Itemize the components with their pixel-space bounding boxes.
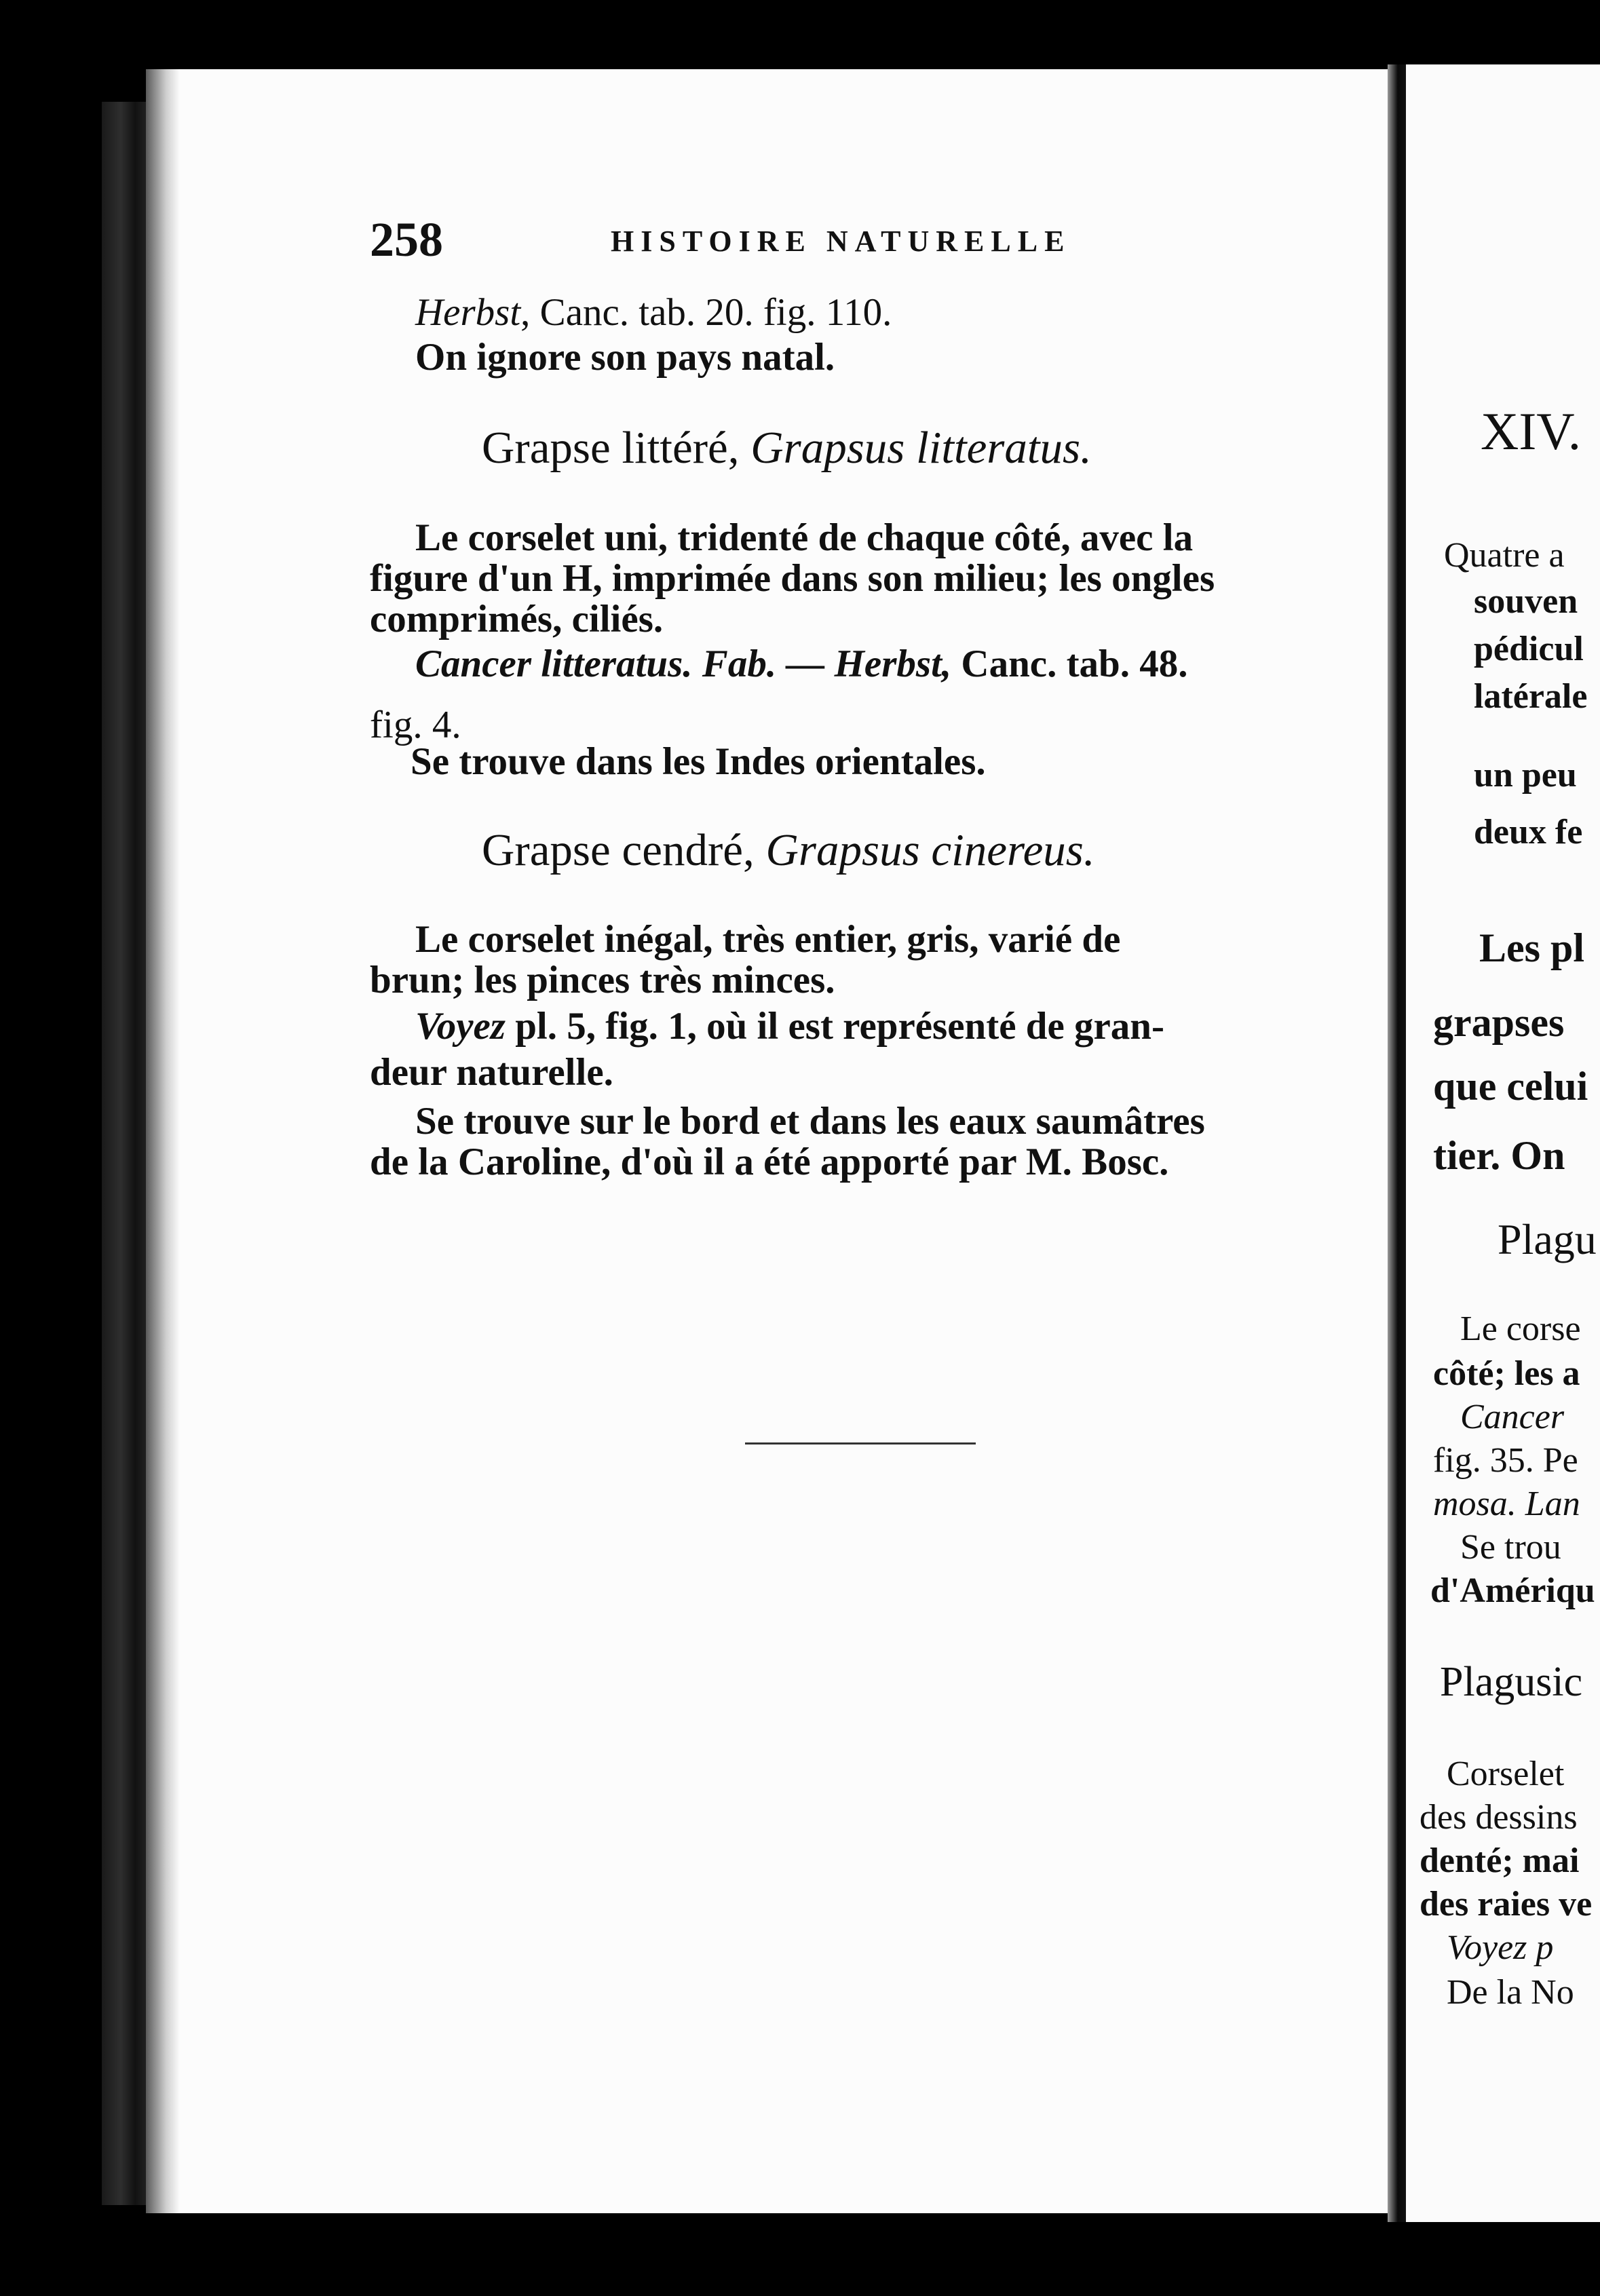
right-line: côté; les a bbox=[1433, 1354, 1580, 1393]
section1-title-fr: Grapse littéré, bbox=[482, 423, 740, 473]
right-line: deux fe bbox=[1474, 813, 1583, 852]
section2-heading bbox=[482, 824, 1095, 877]
section1-ref-italic: Cancer litteratus. Fab. — Herbst, bbox=[415, 643, 952, 685]
right-line: Plagu bbox=[1498, 1215, 1597, 1263]
intro-note: On ignore son pays natal. bbox=[415, 336, 835, 379]
running-head: HISTOIRE NATURELLE bbox=[611, 225, 1071, 258]
section1-desc-line2: figure d'un H, imprimée dans son milieu; les ongles bbox=[370, 557, 1215, 600]
intro-ref-author: Herbst bbox=[415, 291, 521, 334]
right-line: Voyez p bbox=[1447, 1928, 1554, 1967]
left-page-binding-shadow bbox=[146, 69, 180, 2213]
right-line: Plagusic bbox=[1440, 1659, 1583, 1705]
right-line: Les pl bbox=[1479, 925, 1585, 970]
book-spine-shadow bbox=[102, 102, 149, 2205]
section2-voyez-rest: pl. 5, fig. 1, où il est représenté de gran- bbox=[505, 1005, 1164, 1048]
section1-heading bbox=[482, 422, 1092, 474]
right-line: grapses bbox=[1433, 1000, 1565, 1045]
section1-desc-line3: comprimés, ciliés. bbox=[370, 598, 664, 640]
section2-voyez bbox=[415, 1004, 1164, 1049]
right-line: pédicul bbox=[1474, 630, 1584, 668]
section1-reference bbox=[415, 642, 1188, 687]
section1-title-latin: Grapsus litteratus. bbox=[750, 423, 1092, 473]
right-line: latérale bbox=[1474, 677, 1588, 716]
section2-habitat-line2: de la Caroline, d'où il a été apporté par M. Bosc. bbox=[370, 1141, 1169, 1183]
end-rule bbox=[745, 1442, 976, 1444]
chapter-number: XIV. bbox=[1481, 402, 1582, 461]
book-gutter bbox=[1388, 64, 1406, 2222]
right-line: Quatre a bbox=[1444, 536, 1565, 575]
intro-ref-text: , Canc. tab. 20. fig. 110. bbox=[520, 291, 892, 334]
right-line: des dessins bbox=[1420, 1798, 1578, 1837]
section2-voyez-line2: deur naturelle. bbox=[370, 1051, 613, 1094]
right-line: fig. 35. Pe bbox=[1433, 1441, 1578, 1480]
right-line: Corselet bbox=[1447, 1755, 1565, 1793]
right-line: tier. On bbox=[1433, 1133, 1565, 1178]
right-line: denté; mai bbox=[1420, 1841, 1580, 1880]
section2-title-fr: Grapse cendré, bbox=[482, 825, 755, 875]
section2-title-latin: Grapsus cinereus. bbox=[765, 825, 1095, 875]
right-line: mosa. Lan bbox=[1433, 1485, 1580, 1523]
intro-reference bbox=[415, 290, 892, 335]
right-line: De la No bbox=[1447, 1973, 1574, 2012]
right-line: souven bbox=[1474, 582, 1578, 621]
right-line: Se trou bbox=[1460, 1528, 1561, 1567]
section2-habitat-line1: Se trouve sur le bord et dans les eaux saumâtres bbox=[415, 1100, 1205, 1143]
page-number: 258 bbox=[370, 212, 443, 267]
section1-desc-line1: Le corselet uni, tridenté de chaque côté, avec la bbox=[415, 516, 1194, 559]
right-line: Cancer bbox=[1460, 1398, 1565, 1436]
right-line: d'Amériqu bbox=[1430, 1571, 1595, 1610]
right-line: que celui bbox=[1433, 1064, 1588, 1109]
section2-voyez-italic: Voyez bbox=[415, 1005, 506, 1048]
section2-desc-line2: brun; les pinces très minces. bbox=[370, 959, 835, 1001]
right-line: Le corse bbox=[1460, 1309, 1581, 1348]
section1-ref-line2: fig. 4. bbox=[370, 704, 461, 746]
section1-habitat: Se trouve dans les Indes orientales. bbox=[411, 740, 986, 783]
right-line: un peu bbox=[1474, 756, 1577, 795]
right-page bbox=[1406, 64, 1600, 2222]
right-line: des raies ve bbox=[1420, 1885, 1593, 1924]
section1-ref-rest: Canc. tab. 48. bbox=[951, 643, 1188, 685]
section2-desc-line1: Le corselet inégal, très entier, gris, varié de bbox=[415, 918, 1121, 961]
